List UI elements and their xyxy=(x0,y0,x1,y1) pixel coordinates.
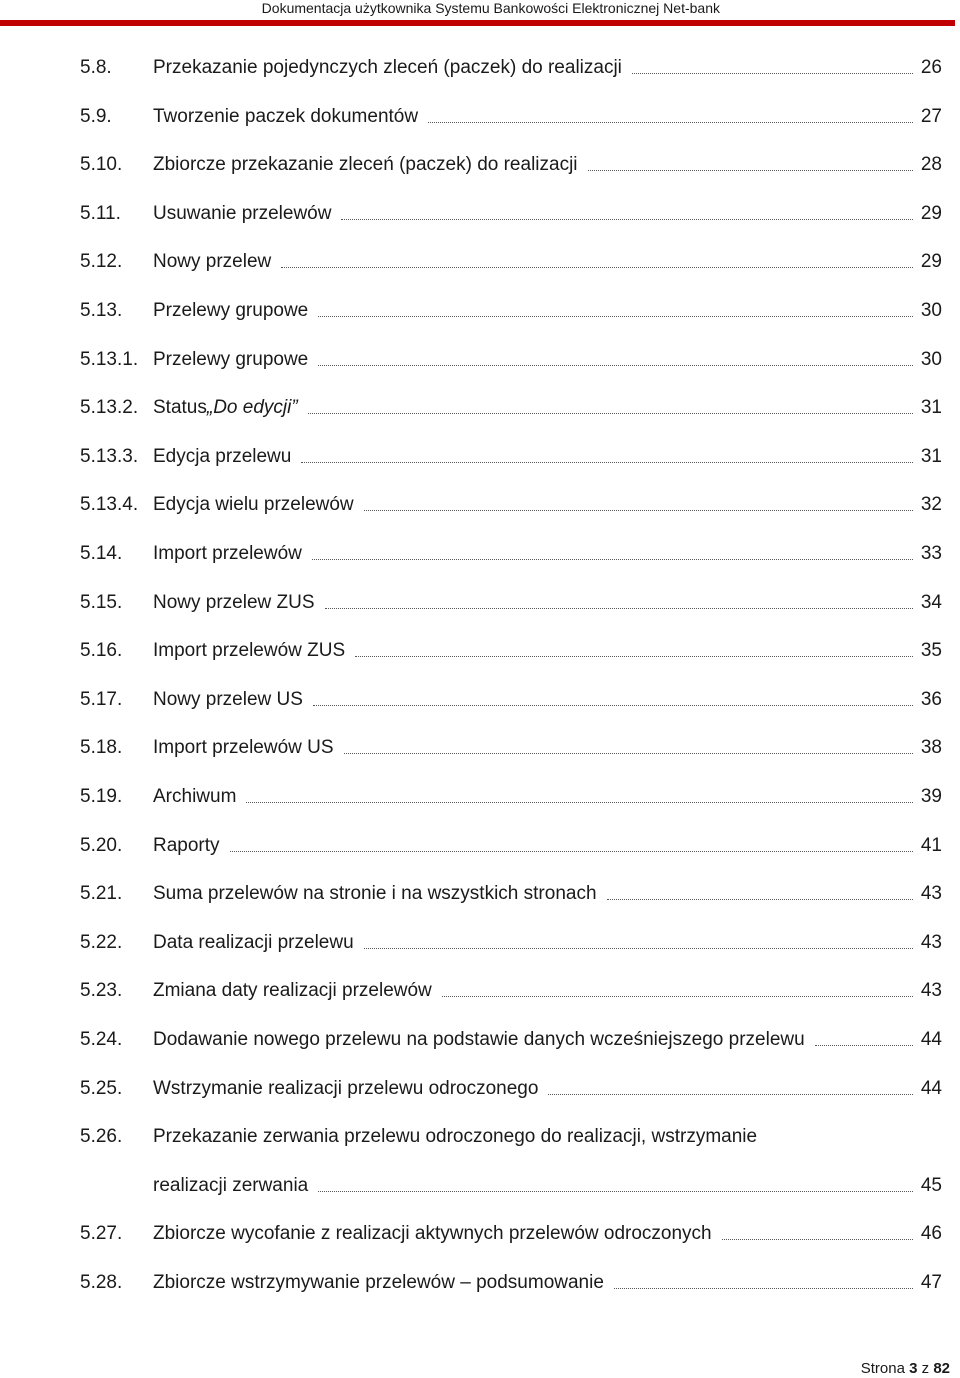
toc-entry-title: Tworzenie paczek dokumentów xyxy=(153,105,419,127)
toc-entry[interactable] xyxy=(0,332,960,372)
toc-entry[interactable] xyxy=(0,1061,960,1101)
toc-dot-leader xyxy=(281,267,913,268)
toc-entry-number: 5.16. xyxy=(80,640,123,662)
toc-entry-title: Zbiorcze wstrzymywanie przelewów – podsumowanie xyxy=(153,1272,604,1293)
toc-entry[interactable] xyxy=(0,283,960,323)
toc-entry-title-italic: „Do edycji” xyxy=(206,397,298,419)
toc-entry-page: 46 xyxy=(920,1223,942,1245)
toc-dot-leader xyxy=(632,73,913,74)
toc-entry-number: 5.9. xyxy=(80,105,112,127)
toc-dot-leader xyxy=(312,559,913,560)
toc-dot-leader xyxy=(230,851,913,852)
toc-entry-title: Przelewy grupowe xyxy=(153,348,309,370)
header-rule xyxy=(0,20,955,26)
toc-entry[interactable] xyxy=(0,866,960,906)
toc-dot-leader xyxy=(548,1094,912,1095)
toc-entry-number: 5.10. xyxy=(80,154,123,176)
toc-entry-number: 5.13. xyxy=(80,300,123,321)
toc-dot-leader xyxy=(355,656,913,657)
toc-entry-number: 5.13.1. xyxy=(80,348,139,370)
toc-entry-page: 29 xyxy=(920,251,942,273)
toc-dot-leader xyxy=(614,1288,913,1289)
toc-entry-number: 5.23. xyxy=(80,980,123,1002)
toc-dot-leader xyxy=(428,122,913,123)
toc-entry-page: 27 xyxy=(920,105,942,127)
toc-entry-number: 5.19. xyxy=(80,786,123,807)
toc-entry-title: Edycja wielu przelewów xyxy=(153,494,354,516)
toc-entry-number: 5.22. xyxy=(80,931,123,953)
toc-dot-leader xyxy=(815,1045,913,1046)
toc-entry-page: 30 xyxy=(920,348,942,370)
toc-dot-leader xyxy=(318,1191,913,1192)
toc-entry[interactable] xyxy=(0,137,960,177)
toc-entry-title: Wstrzymanie realizacji przelewu odroczonego xyxy=(153,1077,539,1099)
toc-entry[interactable] xyxy=(0,672,960,712)
toc-entry-page: 39 xyxy=(920,786,942,807)
toc-entry-number: 5.17. xyxy=(80,688,123,710)
toc-entry-number: 5.13.4. xyxy=(80,494,139,516)
toc-entry[interactable] xyxy=(0,1255,960,1295)
toc-entry[interactable] xyxy=(0,89,960,129)
toc-entry-title: Nowy przelew US xyxy=(153,688,303,710)
toc-entry[interactable] xyxy=(0,1109,960,1149)
toc-entry-number: 5.15. xyxy=(80,591,123,613)
toc-dot-leader xyxy=(344,753,913,754)
document-title: Dokumentacja użytkownika Systemu Bankowości Elektronicznej Net-bank xyxy=(261,0,720,16)
toc-dot-leader xyxy=(364,948,913,949)
toc-entry[interactable] xyxy=(0,477,960,517)
toc-entry-page: 31 xyxy=(920,397,942,419)
toc-dot-leader xyxy=(313,705,913,706)
toc-entry-page: 28 xyxy=(920,154,942,176)
toc-entry[interactable] xyxy=(0,575,960,615)
toc-entry[interactable] xyxy=(0,526,960,566)
footer-prefix: Strona xyxy=(860,1360,910,1377)
toc-entry-title: realizacji zerwania xyxy=(153,1174,309,1196)
toc-entry-page: 34 xyxy=(920,591,942,613)
toc-entry-title: Dodawanie nowego przelewu na podstawie danych wcześniejszego przelewu xyxy=(153,1029,805,1050)
toc-entry[interactable] xyxy=(0,40,960,80)
toc-dot-leader xyxy=(308,413,913,414)
toc-dot-leader xyxy=(364,510,913,511)
toc-entry-title: Nowy przelew xyxy=(153,251,272,273)
page-header xyxy=(0,0,960,22)
toc-entry-number: 5.18. xyxy=(80,737,123,759)
toc-entry-title: Import przelewów US xyxy=(153,737,334,759)
toc-dot-leader xyxy=(325,608,913,609)
toc-entry[interactable] xyxy=(0,963,960,1003)
toc-entry-page: 31 xyxy=(920,445,942,467)
toc-entry[interactable] xyxy=(0,380,960,420)
toc-entry-number: 5.8. xyxy=(80,57,112,78)
toc-entry-title: Usuwanie przelewów xyxy=(153,202,332,224)
toc-entry[interactable] xyxy=(0,769,960,809)
toc-entry[interactable] xyxy=(0,186,960,226)
toc-entry-page: 30 xyxy=(920,300,942,321)
toc-entry-number: 5.24. xyxy=(80,1029,123,1050)
toc-entry[interactable] xyxy=(0,1158,960,1198)
toc-entry-page: 43 xyxy=(920,931,942,953)
toc-entry-title: Raporty xyxy=(153,834,220,856)
page-footer xyxy=(861,1360,950,1378)
toc-dot-leader xyxy=(246,802,912,803)
toc-entry[interactable] xyxy=(0,1012,960,1052)
toc-entry-number: 5.25. xyxy=(80,1077,123,1099)
toc-entry-title: Nowy przelew ZUS xyxy=(153,591,315,613)
footer-current-page: 3 xyxy=(909,1360,918,1377)
toc-entry[interactable] xyxy=(0,720,960,760)
toc-entry-title: Suma przelewów na stronie i na wszystkich stronach xyxy=(153,883,597,905)
toc-entry-number: 5.12. xyxy=(80,251,123,273)
toc-entry-page: 33 xyxy=(920,543,942,564)
toc-entry-title: Zmiana daty realizacji przelewów xyxy=(153,980,432,1002)
toc-entry-number: 5.27. xyxy=(80,1223,123,1245)
toc-entry-number: 5.11. xyxy=(80,202,121,224)
toc-entry[interactable] xyxy=(0,915,960,955)
toc-dot-leader xyxy=(607,899,913,900)
toc-dot-leader xyxy=(318,365,913,366)
toc-entry-number: 5.14. xyxy=(80,543,123,564)
toc-dot-leader xyxy=(442,996,913,997)
toc-entry-number: 5.13.3. xyxy=(80,445,139,467)
toc-entry-number: 5.20. xyxy=(80,834,123,856)
toc-entry-title: Edycja przelewu xyxy=(153,445,292,467)
toc-entry-page: 43 xyxy=(920,883,942,905)
toc-entry-title: Import przelewów xyxy=(153,543,302,564)
toc-entry-title: Przelewy grupowe xyxy=(153,300,309,321)
toc-entry-title: Przekazanie pojedynczych zleceń (paczek) do realizacji xyxy=(153,57,622,78)
toc-entry-title: Status xyxy=(153,397,207,419)
toc-entry[interactable] xyxy=(0,1206,960,1246)
toc-entry-page: 45 xyxy=(920,1174,942,1196)
toc-entry-title: Archiwum xyxy=(153,786,237,807)
toc-entry-title: Import przelewów ZUS xyxy=(153,640,346,662)
toc-entry-page: 41 xyxy=(920,834,942,856)
toc-entry-page: 44 xyxy=(920,1077,942,1099)
toc-entry-number: 5.28. xyxy=(80,1272,123,1293)
toc-entry-title: Zbiorcze wycofanie z realizacji aktywnych przelewów odroczonych xyxy=(153,1223,712,1245)
toc-dot-leader xyxy=(588,170,913,171)
toc-entry-page: 26 xyxy=(920,57,942,78)
toc-dot-leader xyxy=(301,462,913,463)
toc-entry-number: 5.13.2. xyxy=(80,397,139,419)
toc-entry-title: Zbiorcze przekazanie zleceń (paczek) do realizacji xyxy=(153,154,578,176)
toc-entry-page: 29 xyxy=(920,202,942,224)
toc-dot-leader xyxy=(318,316,913,317)
toc-entry[interactable] xyxy=(0,429,960,469)
toc-entry-title: Data realizacji przelewu xyxy=(153,931,354,953)
toc-entry-page: 35 xyxy=(920,640,942,662)
toc-dot-leader xyxy=(722,1239,913,1240)
toc-entry-page: 38 xyxy=(920,737,942,759)
footer-separator: z xyxy=(917,1360,934,1377)
toc-entry-page: 43 xyxy=(920,980,942,1002)
toc-dot-leader xyxy=(341,219,912,220)
toc-entry-page: 47 xyxy=(920,1272,942,1293)
toc-entry[interactable] xyxy=(0,234,960,274)
toc-entry-number: 5.26. xyxy=(80,1126,123,1148)
toc-entry[interactable] xyxy=(0,623,960,663)
toc-entry-page: 44 xyxy=(920,1029,942,1050)
toc-entry-page: 36 xyxy=(920,688,942,710)
toc-entry-page: 32 xyxy=(920,494,942,516)
toc-entry-number: 5.21. xyxy=(80,883,123,905)
toc-entry-title: Przekazanie zerwania przelewu odroczonego do realizacji, wstrzymanie xyxy=(153,1126,758,1148)
toc-entry[interactable] xyxy=(0,818,960,858)
footer-total-pages: 82 xyxy=(933,1360,950,1377)
